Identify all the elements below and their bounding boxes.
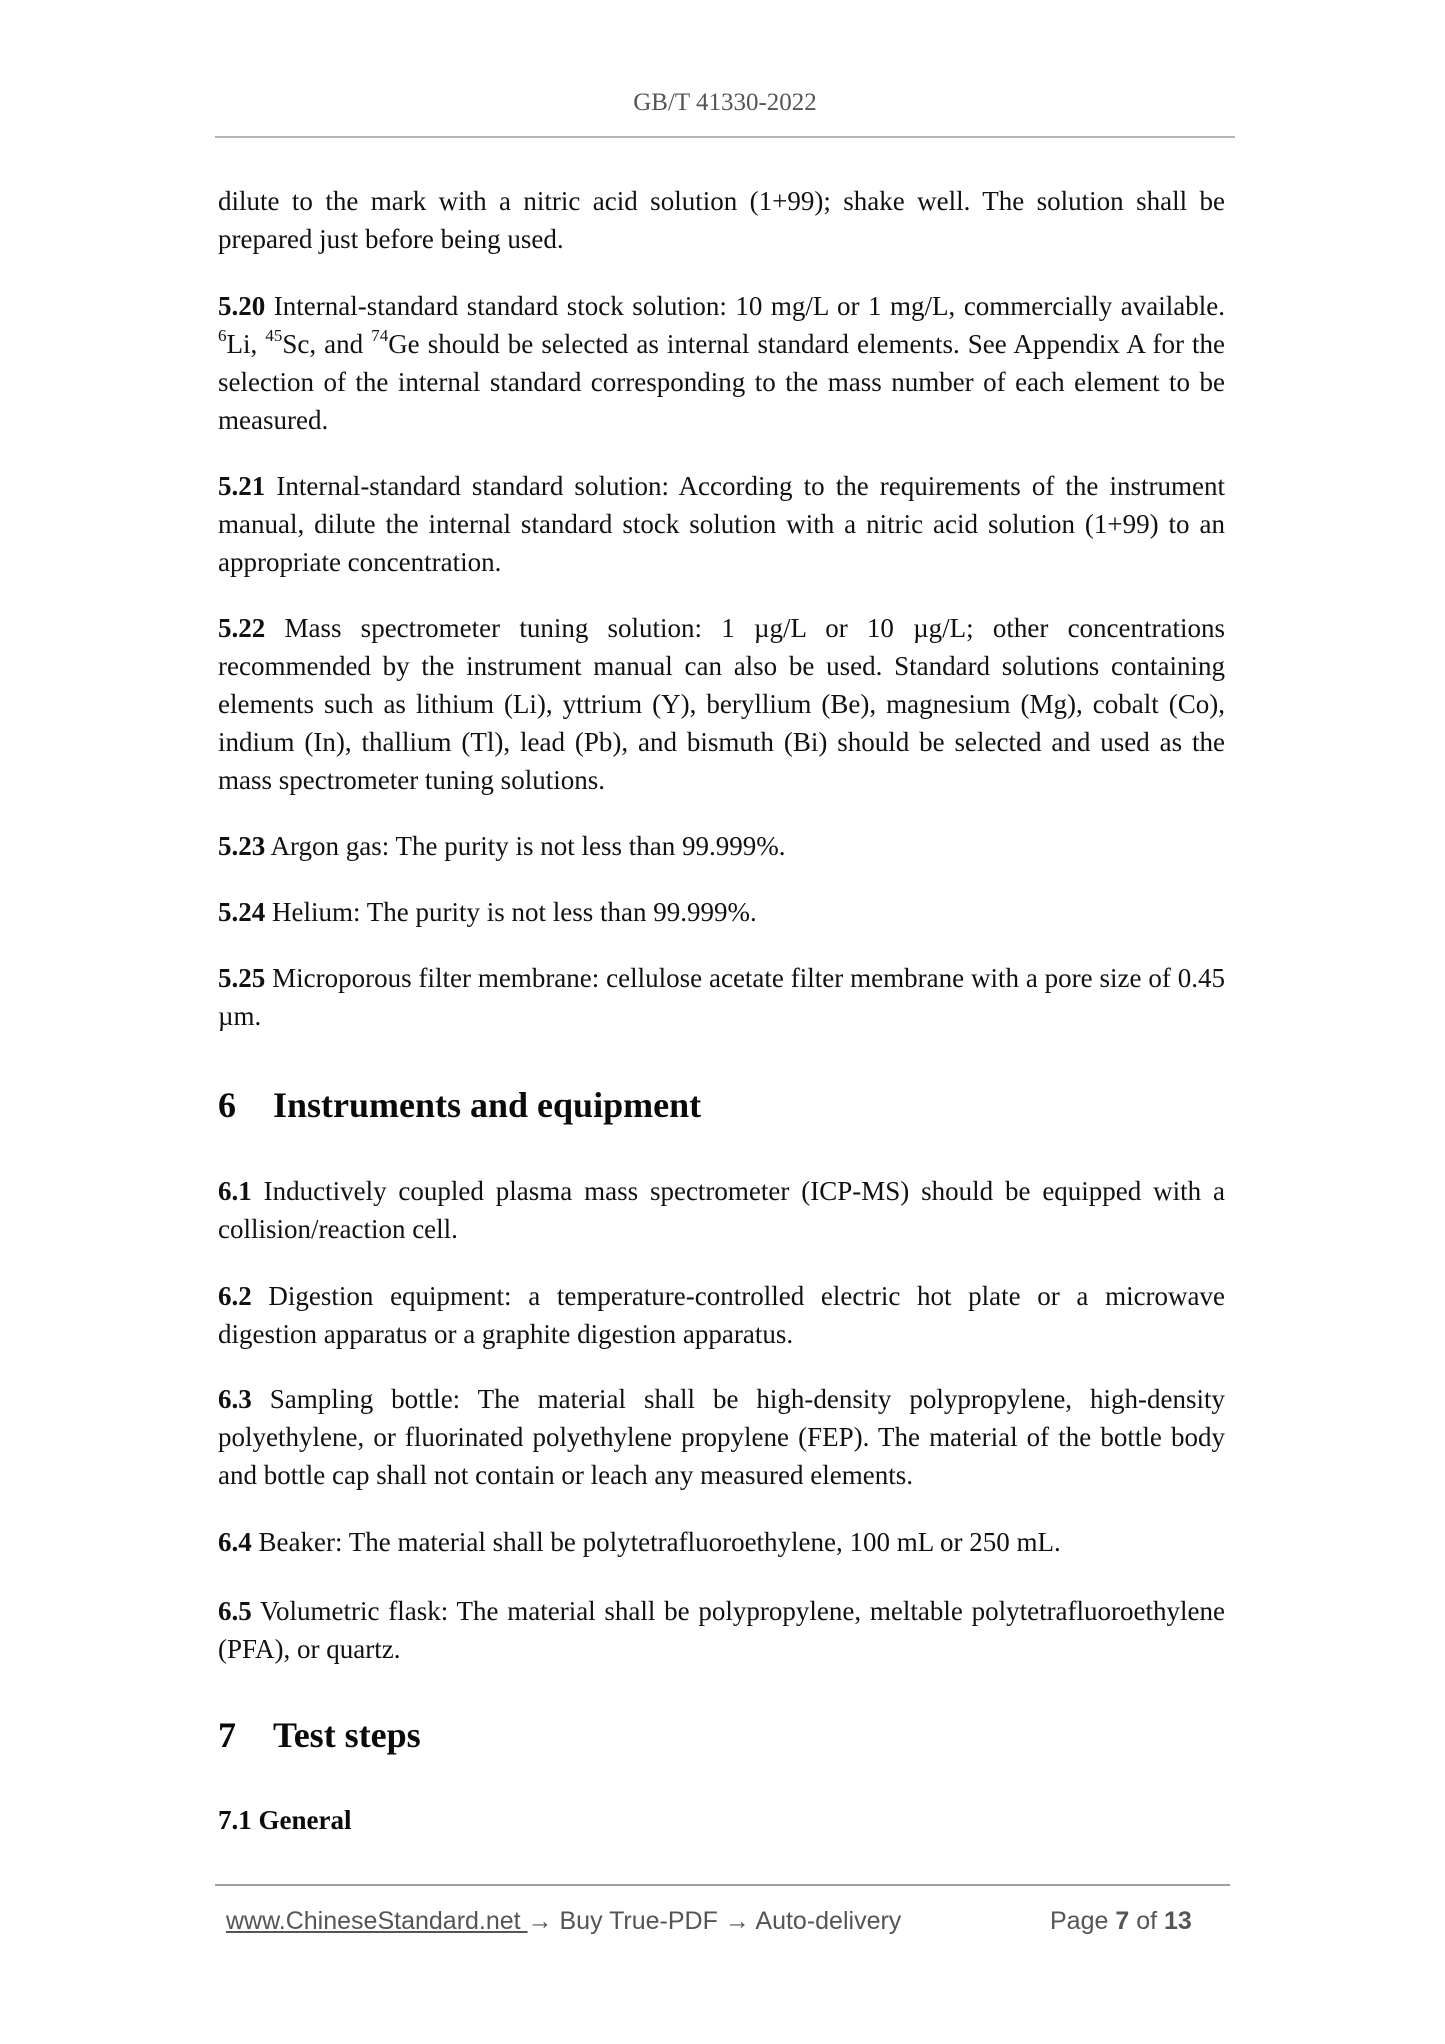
page-indicator bbox=[1050, 1906, 1192, 1936]
clause-6-2 bbox=[218, 1277, 1225, 1353]
isotope-symbol-li: Li, bbox=[226, 329, 266, 359]
clause-6-3 bbox=[218, 1380, 1225, 1494]
section-number: 6 bbox=[218, 1085, 236, 1125]
clause-text: Digestion equipment: a temperature-controlled electric hot plate or a microwave digestion apparatus or a graphite digestion apparatus. bbox=[218, 1281, 1226, 1349]
footer-step-delivery: Auto-delivery bbox=[749, 1907, 902, 1935]
subsection-heading-7-1: 7.1 General bbox=[218, 1805, 352, 1835]
clause-text: Mass spectrometer tuning solution: 1 µg/L or 10 µg/L; other concentrations recommended by the instrument manual can also be used. Standard solutions containing elements such as lithium (Li), yttrium (Y), beryllium (Be), magnesium (Mg), cobalt (Co), indium (In), thallium (Tl), lead (Pb), and bismuth (Bi) should be selected and used as the mass spectrometer tuning solutions. bbox=[218, 613, 1226, 795]
clause-5-25 bbox=[218, 959, 1225, 1035]
clause-number: 6.5 bbox=[218, 1596, 252, 1626]
clause-text: Inductively coupled plasma mass spectrometer (ICP-MS) should be equipped with a collision/reaction cell. bbox=[218, 1176, 1225, 1244]
page-of-label: of bbox=[1129, 1907, 1164, 1935]
clause-number: 5.21 bbox=[218, 471, 266, 501]
clause-number: 5.22 bbox=[218, 613, 266, 643]
clause-number: 5.23 bbox=[218, 831, 266, 861]
running-header-doc-id: GB/T 41330-2022 bbox=[633, 89, 817, 116]
footer-divider bbox=[215, 1884, 1230, 1886]
total-pages: 13 bbox=[1164, 1907, 1192, 1935]
clause-text: Beaker: The material shall be polytetrafluoroethylene, 100 mL or 250 mL. bbox=[258, 1527, 1061, 1557]
isotope-symbol-ge: Ge bbox=[388, 329, 420, 359]
clause-number: 5.24 bbox=[218, 897, 266, 927]
section-number: 7 bbox=[218, 1715, 236, 1755]
isotope-mass-sc: 45 bbox=[265, 326, 283, 345]
clause-5-21 bbox=[218, 467, 1225, 581]
clause-6-5 bbox=[218, 1592, 1225, 1668]
paragraph-text: dilute to the mark with a nitric acid solution (1+99); shake well. The solution shall be prepared just before being used. bbox=[218, 186, 1225, 254]
paragraph-continuation bbox=[218, 182, 1225, 258]
clause-number: 6.1 bbox=[218, 1176, 252, 1206]
clause-5-22 bbox=[218, 609, 1225, 799]
clause-text: Helium: The purity is not less than 99.999%. bbox=[272, 897, 757, 927]
arrow-right-icon: → bbox=[724, 1907, 750, 1935]
clause-text: Internal-standard standard solution: According to the requirements of the instrument manual, dilute the internal standard stock solution with a nitric acid solution (1+99) to an appropriate concentration. bbox=[218, 471, 1226, 577]
clause-text: Volumetric flask: The material shall be polypropylene, meltable polytetrafluoroethylene (PFA), or quartz. bbox=[218, 1596, 1225, 1664]
clause-text-continued: should be selected as internal standard elements. See Appendix A for the selection of the internal standard corresponding to the mass number of each element to be measured. bbox=[218, 329, 1225, 435]
clause-text: Sampling bottle: The material shall be high-density polypropylene, high-density polyethylene, or fluorinated polyethylene propylene (FEP). The material of the bottle body and bottle cap shall not contain or leach any measured elements. bbox=[218, 1384, 1225, 1490]
clause-5-24 bbox=[218, 893, 1225, 931]
clause-number: 6.2 bbox=[218, 1281, 252, 1311]
section-title: Test steps bbox=[273, 1715, 421, 1755]
arrow-right-icon: → bbox=[527, 1907, 553, 1935]
clause-5-20 bbox=[218, 287, 1225, 439]
clause-text: Microporous filter membrane: cellulose acetate filter membrane with a pore size of 0.45 µm. bbox=[218, 963, 1225, 1031]
section-heading-7 bbox=[218, 1713, 421, 1757]
page-label: Page bbox=[1050, 1907, 1116, 1935]
section-heading-6 bbox=[218, 1083, 701, 1127]
clause-number: 5.20 bbox=[218, 291, 266, 321]
clause-number: 6.3 bbox=[218, 1384, 252, 1414]
page-footer bbox=[226, 1906, 1226, 1936]
isotope-mass-li: 6 bbox=[218, 326, 227, 345]
clause-text: Internal-standard standard stock solution: 10 mg/L or 1 mg/L, commercially available. bbox=[273, 291, 1225, 321]
isotope-mass-ge: 74 bbox=[371, 326, 389, 345]
clause-number: 5.25 bbox=[218, 963, 266, 993]
clause-6-1 bbox=[218, 1172, 1225, 1248]
current-page: 7 bbox=[1115, 1907, 1130, 1935]
chinesestandard-link[interactable]: www.ChineseStandard.net bbox=[226, 1907, 528, 1935]
section-title: Instruments and equipment bbox=[273, 1085, 702, 1125]
footer-step-buy: Buy True-PDF bbox=[552, 1907, 725, 1935]
clause-number: 6.4 bbox=[218, 1527, 252, 1557]
clause-6-4 bbox=[218, 1523, 1225, 1561]
clause-5-23 bbox=[218, 827, 1225, 865]
isotope-symbol-sc: Sc, and bbox=[282, 329, 372, 359]
header-divider bbox=[215, 136, 1235, 138]
clause-text: Argon gas: The purity is not less than 99.999%. bbox=[270, 831, 786, 861]
